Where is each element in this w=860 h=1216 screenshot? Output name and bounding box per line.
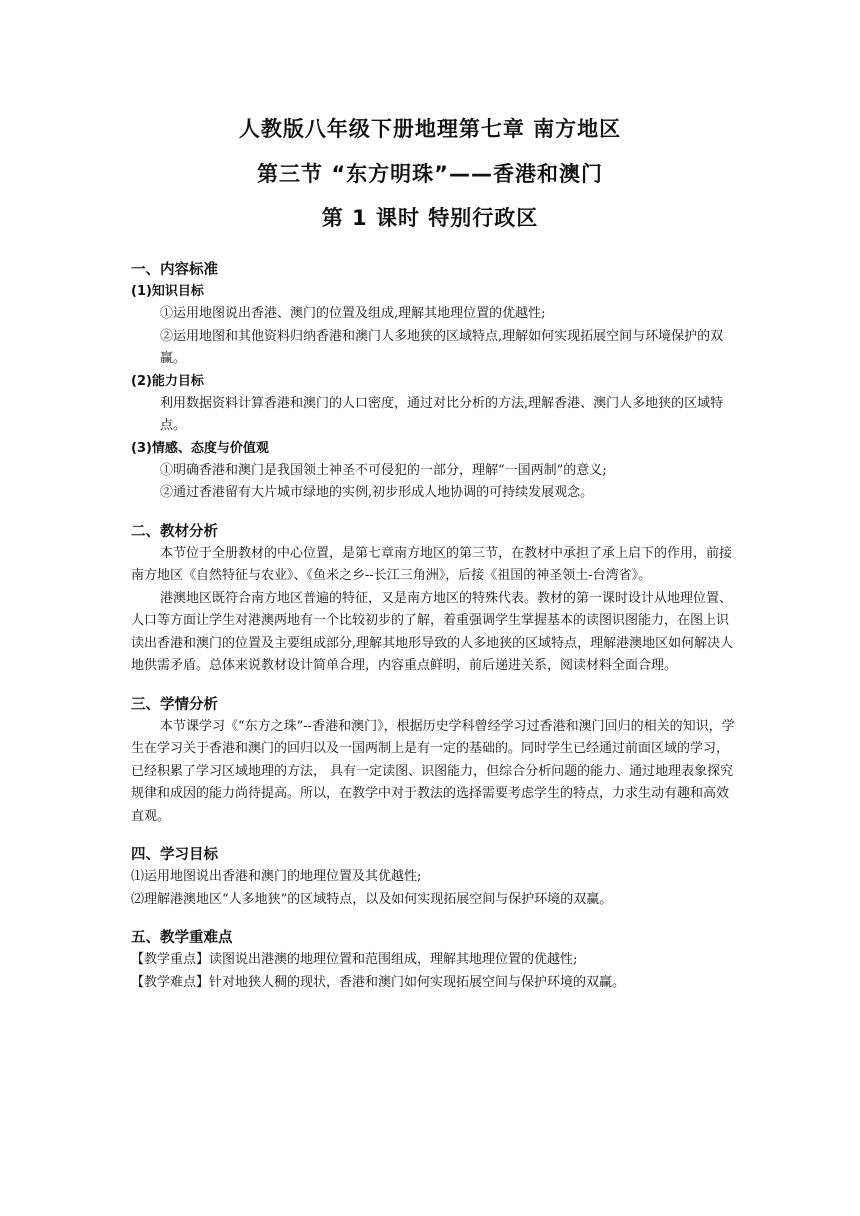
ability-goal-item-1: 利用数据资料计算香港和澳门的人口密度，通过对比分析的方法,理解香港、澳门人多地狭的区域特点。 [160, 395, 724, 433]
section5-heading: 五、教学重难点 [131, 930, 233, 946]
knowledge-goal-item-2: ②运用地图和其他资料归纳香港和澳门人多地狭的区域特点,理解如何实现拓展空间与环境保护的双赢。 [160, 328, 724, 366]
textbook-analysis-para-2: 港澳地区既符合南方地区普遍的特征，又是南方地区的特殊代表。教材的第一课时设计从地理位置、人口等方面让学生对港澳两地有一个比较初步的了解，着重强调学生掌握基本的读图识图能力，在图上识读出香港和澳门的位置及主要组成部分,理解其地形导致的人多地狭的区域特点，理解港澳地区如何解决人地供需矛盾。总体来说教材设计简单合理，内容重点鲜明，前后递进关系，阅读材料全面合理。 [131, 590, 734, 673]
knowledge-goal-subheading: (1)知识目标 [131, 284, 204, 299]
values-goal-subheading: (3)情感、态度与价值观 [131, 440, 269, 456]
learning-goal-item-2: ⑵理解港澳地区“人多地狭”的区域特点，以及如何实现拓展空间与保护环境的双赢。 [131, 891, 613, 907]
lesson-title: 第 1 课时 特别行政区 [321, 206, 539, 230]
ability-goal-subheading: (2)能力目标 [131, 373, 204, 389]
section4-heading: 四、学习目标 [131, 847, 218, 863]
section-title: 第三节 “东方明珠”——香港和澳门 [257, 162, 603, 186]
values-goal-item-1: ①明确香港和澳门是我国领土神圣不可侵犯的一部分，理解“一国两制”的意义; [160, 462, 607, 478]
student-analysis-para: 本节课学习《“东方之珠”--香港和澳门》，根据历史学科曾经学习过香港和澳门回归的相关的知识，学生在学习关于香港和澳门的回归以及一国两制上是有一定的基础的。同时学生已经通过前面区域的学习，已经积累了学习区域地理的方法， 具有一定读图、识图能力，但综合分析问题的能力、通过地理表象探究规律和成因的能力尚待提高。所以，在教学中对于教法的选择需要考虑学生的特点，力求生动有趣和高效直观。 [131, 718, 735, 824]
textbook-analysis-para-1: 本节位于全册教材的中心位置，是第七章南方地区的第三节，在教材中承担了承上启下的作用，前接南方地区《自然特征与农业》、《鱼米之乡--长江三角洲》，后接《祖国的神圣领土-台湾省》。 [131, 545, 733, 583]
values-goal-item-2: ②通过香港留有大片城市绿地的实例,初步形成人地协调的可持续发展观念。 [160, 485, 594, 500]
section2-heading: 二、教材分析 [131, 523, 218, 540]
section3-heading: 三、学情分析 [131, 696, 218, 713]
teaching-key-point: 【教学重点】读图说出港澳的地理位置和范围组成，理解其地理位置的优越性; [131, 952, 578, 967]
teaching-difficulty: 【教学难点】针对地狭人稠的现状，香港和澳门如何实现拓展空间与保护环境的双赢。 [131, 974, 626, 990]
document-title: 人教版八年级下册地理第七章 南方地区 [238, 117, 622, 141]
learning-goal-item-1: ⑴运用地图说出香港和澳门的地理位置及其优越性; [131, 869, 422, 884]
section1-heading: 一、内容标准 [131, 262, 218, 278]
document-body [131, 259, 741, 994]
knowledge-goal-item-1: ①运用地图说出香港、澳门的位置及组成,理解其地理位置的优越性; [160, 306, 546, 321]
